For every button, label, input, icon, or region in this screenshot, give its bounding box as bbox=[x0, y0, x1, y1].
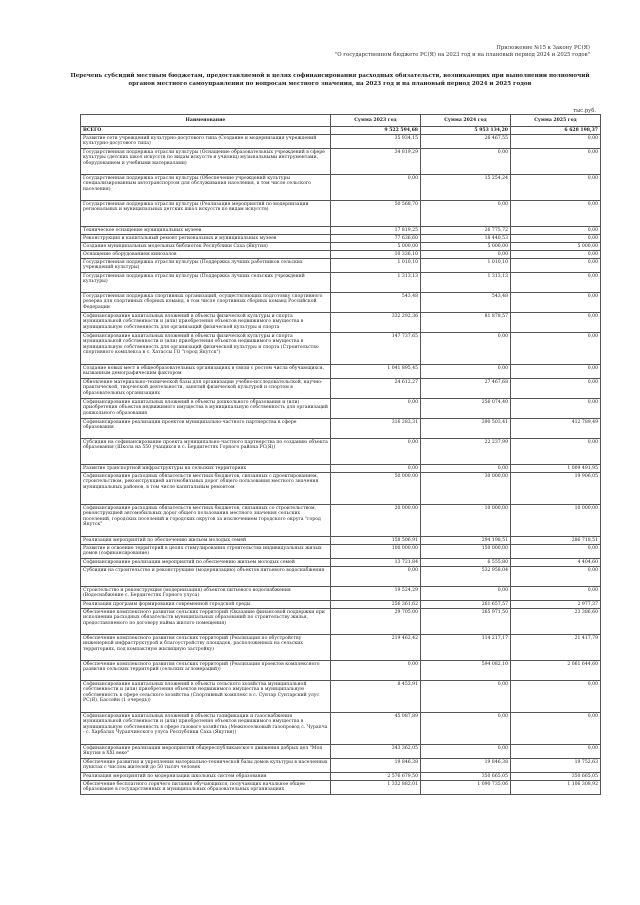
row-name: Развитие сети учреждений культурно-досугового типа (Создание и модернизация учреждений культурно-досугового типа) bbox=[81, 135, 331, 149]
row-sum-2025: 0,00 bbox=[511, 273, 601, 293]
table-row bbox=[81, 273, 601, 293]
row-sum-2023: 29 705,00 bbox=[331, 609, 421, 635]
row-name: Развитие транспортной инфраструктуры на сельских территориях bbox=[81, 465, 331, 473]
row-sum-2024: 81 878,57 bbox=[421, 313, 511, 333]
row-sum-2024: 261 657,57 bbox=[421, 601, 511, 609]
row-name: Софинансирование расходных обязательств местных бюджетов, связанных с проектированием, строительством, реконструкцией автомобильных дорог общего пользования местного значения муниципальных районов, в том числе капитальным ремонтом bbox=[81, 473, 331, 505]
row-name: Государственная поддержка отрасли культуры (Поддержка лучших работников сельских учреждений культуры) bbox=[81, 259, 331, 273]
row-name: Государственная поддержка отрасли культуры (Реализация мероприятий по модернизации региональных и муниципальных детских школ искусств по видам искусств) bbox=[81, 201, 331, 227]
row-sum-2024: 30 000,00 bbox=[421, 473, 511, 505]
row-sum-2024: 26 467,55 bbox=[421, 135, 511, 149]
row-sum-2023: 1 332 882,01 bbox=[331, 781, 421, 795]
row-sum-2024: 5 000,00 bbox=[421, 243, 511, 251]
row-name: Софинансирование капитальных вложений в объекты сельского хозяйства муниципальной собственности и (или) приобретения объектов недвижимого имущества в муниципальную собственность в сфере сельского хозяйства (Спортивный комплекс в с. Сунтар Сунтарский улус РС(Я), Бассейн (1 очередь)) bbox=[81, 681, 331, 713]
row-sum-2025: 21 417,79 bbox=[511, 635, 601, 661]
row-sum-2024: 0,00 bbox=[421, 149, 511, 175]
row-sum-2024: 365 971,50 bbox=[421, 609, 511, 635]
row-name: Обеспечение комплексного развития сельских территорий (Оказание финансовой поддержки при исполнении расходных обязательств муниципальных образований по строительству жилья, предоставляемого по договору найма жилого помещения) bbox=[81, 609, 331, 635]
row-sum-2025: 0,00 bbox=[511, 379, 601, 399]
header-2023: Сумма 2023 год bbox=[331, 115, 421, 127]
row-sum-2025: 0,00 bbox=[511, 545, 601, 559]
row-name: Софинансирование реализации мероприятий по обеспечению жильем молодых семей bbox=[81, 559, 331, 567]
table-row bbox=[81, 545, 601, 559]
row-name: Государственная поддержка отрасли культуры (Оснащение образовательных учреждений в сфере культуры (детских школ искусств по видам искусств и училищ) музыкальными инструментами, оборудованием и учебными материалами) bbox=[81, 149, 331, 175]
table-row bbox=[81, 473, 601, 505]
table-row bbox=[81, 227, 601, 235]
row-sum-2023: 24 612,27 bbox=[331, 379, 421, 399]
row-name: Софинансирование капитальных вложений в объекты газификации и газоснабжения муниципальной собственности и (или) приобретения объектов недвижимого имущества в муниципальную собственность в сфере газового хозяйства (Межпоселковый газопровод с. Чурапча - с. Харбалах Чурапчинского улуса Республики Саха (Якутия)) bbox=[81, 713, 331, 745]
table-row bbox=[81, 587, 601, 601]
header-name: Наименование bbox=[81, 115, 331, 127]
row-sum-2025: 5 000,00 bbox=[511, 243, 601, 251]
table-row bbox=[81, 175, 601, 201]
table-row bbox=[81, 419, 601, 439]
row-sum-2023: 35 934,15 bbox=[331, 135, 421, 149]
row-sum-2023: 9 522 594,68 bbox=[331, 127, 421, 135]
table-row bbox=[81, 567, 601, 587]
row-sum-2024: 0,00 bbox=[421, 587, 511, 601]
row-sum-2023: 332 292,36 bbox=[331, 313, 421, 333]
row-sum-2023: 0,00 bbox=[331, 567, 421, 587]
row-sum-2023: 19 846,38 bbox=[331, 759, 421, 773]
row-sum-2023: 1 313,13 bbox=[331, 273, 421, 293]
appendix-header bbox=[270, 45, 590, 59]
document-title: Перечень субсидий местным бюджетам, предоставляемой в целях софинансирования расходных обязательств, возникающих при выполнении полномочий органов местного самоуправления по вопросам местного значения, на 2023 год и на плановый период 2024 и 2025 годов bbox=[70, 73, 590, 87]
header-2025: Сумма 2025 год bbox=[511, 115, 601, 127]
row-sum-2025: 23 386,60 bbox=[511, 609, 601, 635]
row-name: Реализация мероприятий по модернизации школьных систем образования bbox=[81, 773, 331, 781]
table-row bbox=[81, 243, 601, 251]
row-sum-2024: 294 198,51 bbox=[421, 537, 511, 545]
row-sum-2024: 150 000,00 bbox=[421, 545, 511, 559]
table-row bbox=[81, 379, 601, 399]
row-sum-2024: 0,00 bbox=[421, 713, 511, 745]
row-sum-2023: 50 000,00 bbox=[331, 473, 421, 505]
row-sum-2024: 0,00 bbox=[421, 333, 511, 365]
row-sum-2025: 19 906,05 bbox=[511, 473, 601, 505]
row-sum-2025: 0,00 bbox=[511, 149, 601, 175]
row-sum-2024: 1 313,13 bbox=[421, 273, 511, 293]
row-sum-2023: 34 819,29 bbox=[331, 149, 421, 175]
table-row bbox=[81, 127, 601, 135]
table-row bbox=[81, 773, 601, 781]
row-name: Создание муниципальных модельных библиотек Республики Саха (Якутия) bbox=[81, 243, 331, 251]
row-sum-2025: 0,00 bbox=[511, 313, 601, 333]
row-sum-2025: 0,00 bbox=[511, 567, 601, 587]
table-row bbox=[81, 661, 601, 681]
row-sum-2023: 100 000,00 bbox=[331, 545, 421, 559]
row-name: Обеспечение развития и укрепления материально-технической базы домов культуры в населенных пунктах с числом жителей до 50 тысяч человек bbox=[81, 759, 331, 773]
row-sum-2023: 219 462,42 bbox=[331, 635, 421, 661]
table-row bbox=[81, 609, 601, 635]
row-sum-2025: 0,00 bbox=[511, 235, 601, 243]
row-sum-2024: 0,00 bbox=[421, 681, 511, 713]
row-name: Реконструкция и капитальный ремонт региональных и муниципальных музеев bbox=[81, 235, 331, 243]
row-sum-2025: 0,00 bbox=[511, 201, 601, 227]
row-sum-2025: 0,00 bbox=[511, 135, 601, 149]
row-sum-2024: 0,00 bbox=[421, 745, 511, 759]
row-sum-2024: 26 775,72 bbox=[421, 227, 511, 235]
row-sum-2025: 0,00 bbox=[511, 333, 601, 365]
row-sum-2023: 13 721,84 bbox=[331, 559, 421, 567]
table-row bbox=[81, 537, 601, 545]
row-sum-2024: 27 467,68 bbox=[421, 379, 511, 399]
row-name: Субсидия на софинансирование проекта муниципально-частного партнерства по созданию объекта образования (Школа на 550 учащихся в с. Бердигестях Горного района РС(Я)) bbox=[81, 439, 331, 465]
row-sum-2025: 0,00 bbox=[511, 293, 601, 313]
row-name: Обеспечение комплексного развития сельских территорий (Реализация проектов комплексного развития сельских территорий (сельских агломераций)) bbox=[81, 661, 331, 681]
table-row bbox=[81, 135, 601, 149]
row-sum-2024: 19 846,38 bbox=[421, 759, 511, 773]
row-name: Обеспечение бесплатного горячего питания обучающихся, получающих начальное общее образование в государственных и муниципальных образовательных организациях bbox=[81, 781, 331, 795]
row-name: Субсидии на строительство и реконструкцию (модернизацию) объектов питьевого водоснабжения bbox=[81, 567, 331, 587]
row-sum-2023: 10 336,10 bbox=[331, 251, 421, 259]
table-row bbox=[81, 439, 601, 465]
row-name: Оснащение оборудованием кинозалов bbox=[81, 251, 331, 259]
row-sum-2025: 6 628 198,37 bbox=[511, 127, 601, 135]
row-sum-2025: 0,00 bbox=[511, 365, 601, 379]
row-sum-2024: 1 090 735,06 bbox=[421, 781, 511, 795]
row-sum-2023: 256 361,62 bbox=[331, 601, 421, 609]
row-name: Софинансирование капитальных вложений в объекты физической культуры и спорта муниципальной собственности и (или) приобретения объектов недвижимого имущества в муниципальную собственность для организаций физической культуры и спорта bbox=[81, 313, 331, 333]
row-name: Обновление материально-технической базы для организации учебно-исследовательской, научно-практической, творческой деятельности, занятий физической культурой и спортом в образовательных организациях bbox=[81, 379, 331, 399]
row-sum-2023: 0,00 bbox=[331, 439, 421, 465]
row-sum-2023: 158 506,91 bbox=[331, 537, 421, 545]
table-row bbox=[81, 601, 601, 609]
table-row bbox=[81, 465, 601, 473]
table-row bbox=[81, 251, 601, 259]
row-sum-2024: 10 000,00 bbox=[421, 505, 511, 537]
row-name: Строительство и реконструкция (модернизация) объектов питьевого водоснабжения (Водоснабжение с. Бердигестях Горного улуса) bbox=[81, 587, 331, 601]
subsidies-table bbox=[80, 114, 601, 795]
row-sum-2023: 2 576 679,50 bbox=[331, 773, 421, 781]
row-sum-2025: 286 718,51 bbox=[511, 537, 601, 545]
row-sum-2023: 0,00 bbox=[331, 661, 421, 681]
table-row bbox=[81, 635, 601, 661]
row-sum-2023: 543,48 bbox=[331, 293, 421, 313]
row-name: Софинансирование реализации проектов муниципально-частного партнерства в сфере образования bbox=[81, 419, 331, 439]
row-sum-2025: 2 061 644,60 bbox=[511, 661, 601, 681]
row-sum-2025: 2 977,37 bbox=[511, 601, 601, 609]
row-sum-2023: 1 010,10 bbox=[331, 259, 421, 273]
row-sum-2025: 1 106 308,92 bbox=[511, 781, 601, 795]
row-sum-2023: 0,00 bbox=[331, 175, 421, 201]
row-sum-2024: 5 953 134,20 bbox=[421, 127, 511, 135]
row-name: Государственная поддержка спортивных организаций, осуществляющих подготовку спортивного резерва для спортивных сборных команд, в том числе спортивных сборных команд Российской Федерации bbox=[81, 293, 331, 313]
row-sum-2025: 0,00 bbox=[511, 745, 601, 759]
row-sum-2023: 8 453,91 bbox=[331, 681, 421, 713]
row-sum-2023: 19 524,29 bbox=[331, 587, 421, 601]
row-name: Создание новых мест в общеобразовательных организациях в связи с ростом числа обучающихся, вызванным демографическим фактором bbox=[81, 365, 331, 379]
table-row bbox=[81, 713, 601, 745]
table-row bbox=[81, 333, 601, 365]
row-name: ВСЕГО bbox=[81, 127, 331, 135]
row-sum-2025: 10 000,00 bbox=[511, 505, 601, 537]
row-sum-2025: 0,00 bbox=[511, 587, 601, 601]
row-sum-2025: 19 752,63 bbox=[511, 759, 601, 773]
row-sum-2023: 50 568,70 bbox=[331, 201, 421, 227]
row-sum-2024: 594 082,10 bbox=[421, 661, 511, 681]
row-sum-2024: 350 665,05 bbox=[421, 773, 511, 781]
row-name: Государственная поддержка отрасли культуры (Обеспечение учреждений культуры специализированным автотранспортом для обслуживания населения, в том числе сельского населения) bbox=[81, 175, 331, 201]
row-name: Реализация мероприятий по обеспечению жильем молодых семей bbox=[81, 537, 331, 545]
row-sum-2024: 18 440,53 bbox=[421, 235, 511, 243]
unit-label: тыс.руб. bbox=[573, 108, 596, 114]
row-sum-2025: 0,00 bbox=[511, 175, 601, 201]
row-sum-2023: 45 087,89 bbox=[331, 713, 421, 745]
row-name: Софинансирование капитальных вложений в объекты дошкольного образования и (или) приобретения объектов недвижимого имущества в муниципальную собственность для организаций дошкольного образования bbox=[81, 399, 331, 419]
table-row bbox=[81, 781, 601, 795]
row-name: Развитие и освоение территорий в целях стимулирования строительства индивидуальных жилых домов (софинансирование) bbox=[81, 545, 331, 559]
row-sum-2024: 15 254,24 bbox=[421, 175, 511, 201]
row-sum-2024: 0,00 bbox=[421, 201, 511, 227]
row-sum-2024: 6 555,80 bbox=[421, 559, 511, 567]
row-sum-2025: 1 009 491,95 bbox=[511, 465, 601, 473]
table-row bbox=[81, 149, 601, 175]
row-sum-2025: 4 404,60 bbox=[511, 559, 601, 567]
row-sum-2023: 316 283,31 bbox=[331, 419, 421, 439]
row-sum-2025: 0,00 bbox=[511, 681, 601, 713]
row-name: Государственная поддержка отрасли культуры (Поддержка лучших сельских учреждений культуры) bbox=[81, 273, 331, 293]
table-row bbox=[81, 505, 601, 537]
row-name: Техническое оснащение муниципальных музеев bbox=[81, 227, 331, 235]
appendix-line-1: Приложение №15 к Закону РС(Я) bbox=[496, 45, 590, 51]
row-sum-2025: 0,00 bbox=[511, 259, 601, 273]
row-sum-2023: 0,00 bbox=[331, 399, 421, 419]
row-sum-2024: 256 074,40 bbox=[421, 399, 511, 419]
row-sum-2025: 0,00 bbox=[511, 251, 601, 259]
row-sum-2025: 412 789,49 bbox=[511, 419, 601, 439]
row-name: Софинансирование капитальных вложений в объекты физической культуры и спорта муниципальной собственности и (или) приобретения объектов недвижимого имущества в муниципальную собственность для организаций физической культуры и спорта (Строительство спортивного комплекса в с. Хатассы ГО "город Якутск") bbox=[81, 333, 331, 365]
row-sum-2023: 147 737,65 bbox=[331, 333, 421, 365]
row-sum-2024: 1 010,10 bbox=[421, 259, 511, 273]
row-name: Софинансирование расходных обязательств местных бюджетов, связанных со строительством, реконструкцией автомобильных дорог общего пользования местного значения сельских поселений, городских поселений и городских округов за исключением городского округа "город Якутск" bbox=[81, 505, 331, 537]
table-row bbox=[81, 293, 601, 313]
table-row bbox=[81, 313, 601, 333]
table-row bbox=[81, 259, 601, 273]
row-sum-2025: 350 665,05 bbox=[511, 773, 601, 781]
row-sum-2025: 0,00 bbox=[511, 439, 601, 465]
row-sum-2024: 0,00 bbox=[421, 365, 511, 379]
table-row bbox=[81, 235, 601, 243]
table-row bbox=[81, 759, 601, 773]
row-name: Софинансирование реализации мероприятий общереспубликанского движения добрых дел "Моя Якутия в XXI веке" bbox=[81, 745, 331, 759]
table-header-row bbox=[81, 115, 601, 127]
appendix-line-2: "О государственном бюджете РС(Я) на 2023 год и на плановый период 2024 и 2025 годов" bbox=[334, 52, 590, 58]
row-sum-2024: 0,00 bbox=[421, 465, 511, 473]
row-sum-2023: 1 041 895,45 bbox=[331, 365, 421, 379]
table-row bbox=[81, 399, 601, 419]
row-sum-2023: 343 362,05 bbox=[331, 745, 421, 759]
table-row bbox=[81, 201, 601, 227]
row-sum-2023: 77 636,60 bbox=[331, 235, 421, 243]
table-row bbox=[81, 559, 601, 567]
header-2024: Сумма 2024 год bbox=[421, 115, 511, 127]
row-sum-2023: 20 000,00 bbox=[331, 505, 421, 537]
table-row bbox=[81, 681, 601, 713]
table-row bbox=[81, 365, 601, 379]
row-sum-2025: 0,00 bbox=[511, 227, 601, 235]
row-sum-2024: 22 237,99 bbox=[421, 439, 511, 465]
table-body bbox=[81, 127, 601, 795]
table-row bbox=[81, 745, 601, 759]
row-sum-2024: 114 217,17 bbox=[421, 635, 511, 661]
row-sum-2023: 0,00 bbox=[331, 465, 421, 473]
row-sum-2024: 532 958,04 bbox=[421, 567, 511, 587]
row-name: Реализация программ формирования современной городской среды bbox=[81, 601, 331, 609]
row-sum-2023: 17 819,25 bbox=[331, 227, 421, 235]
row-sum-2023: 5 000,00 bbox=[331, 243, 421, 251]
row-name: Обеспечение комплексного развития сельских территорий (Реализация по обустройству инженерной инфраструктурой и благоустройству площадок, расположенных на сельских территориях, под компактную жилищную застройку) bbox=[81, 635, 331, 661]
row-sum-2025: 0,00 bbox=[511, 713, 601, 745]
row-sum-2024: 390 503,41 bbox=[421, 419, 511, 439]
row-sum-2025: 0,00 bbox=[511, 399, 601, 419]
row-sum-2024: 543,48 bbox=[421, 293, 511, 313]
row-sum-2024: 0,00 bbox=[421, 251, 511, 259]
